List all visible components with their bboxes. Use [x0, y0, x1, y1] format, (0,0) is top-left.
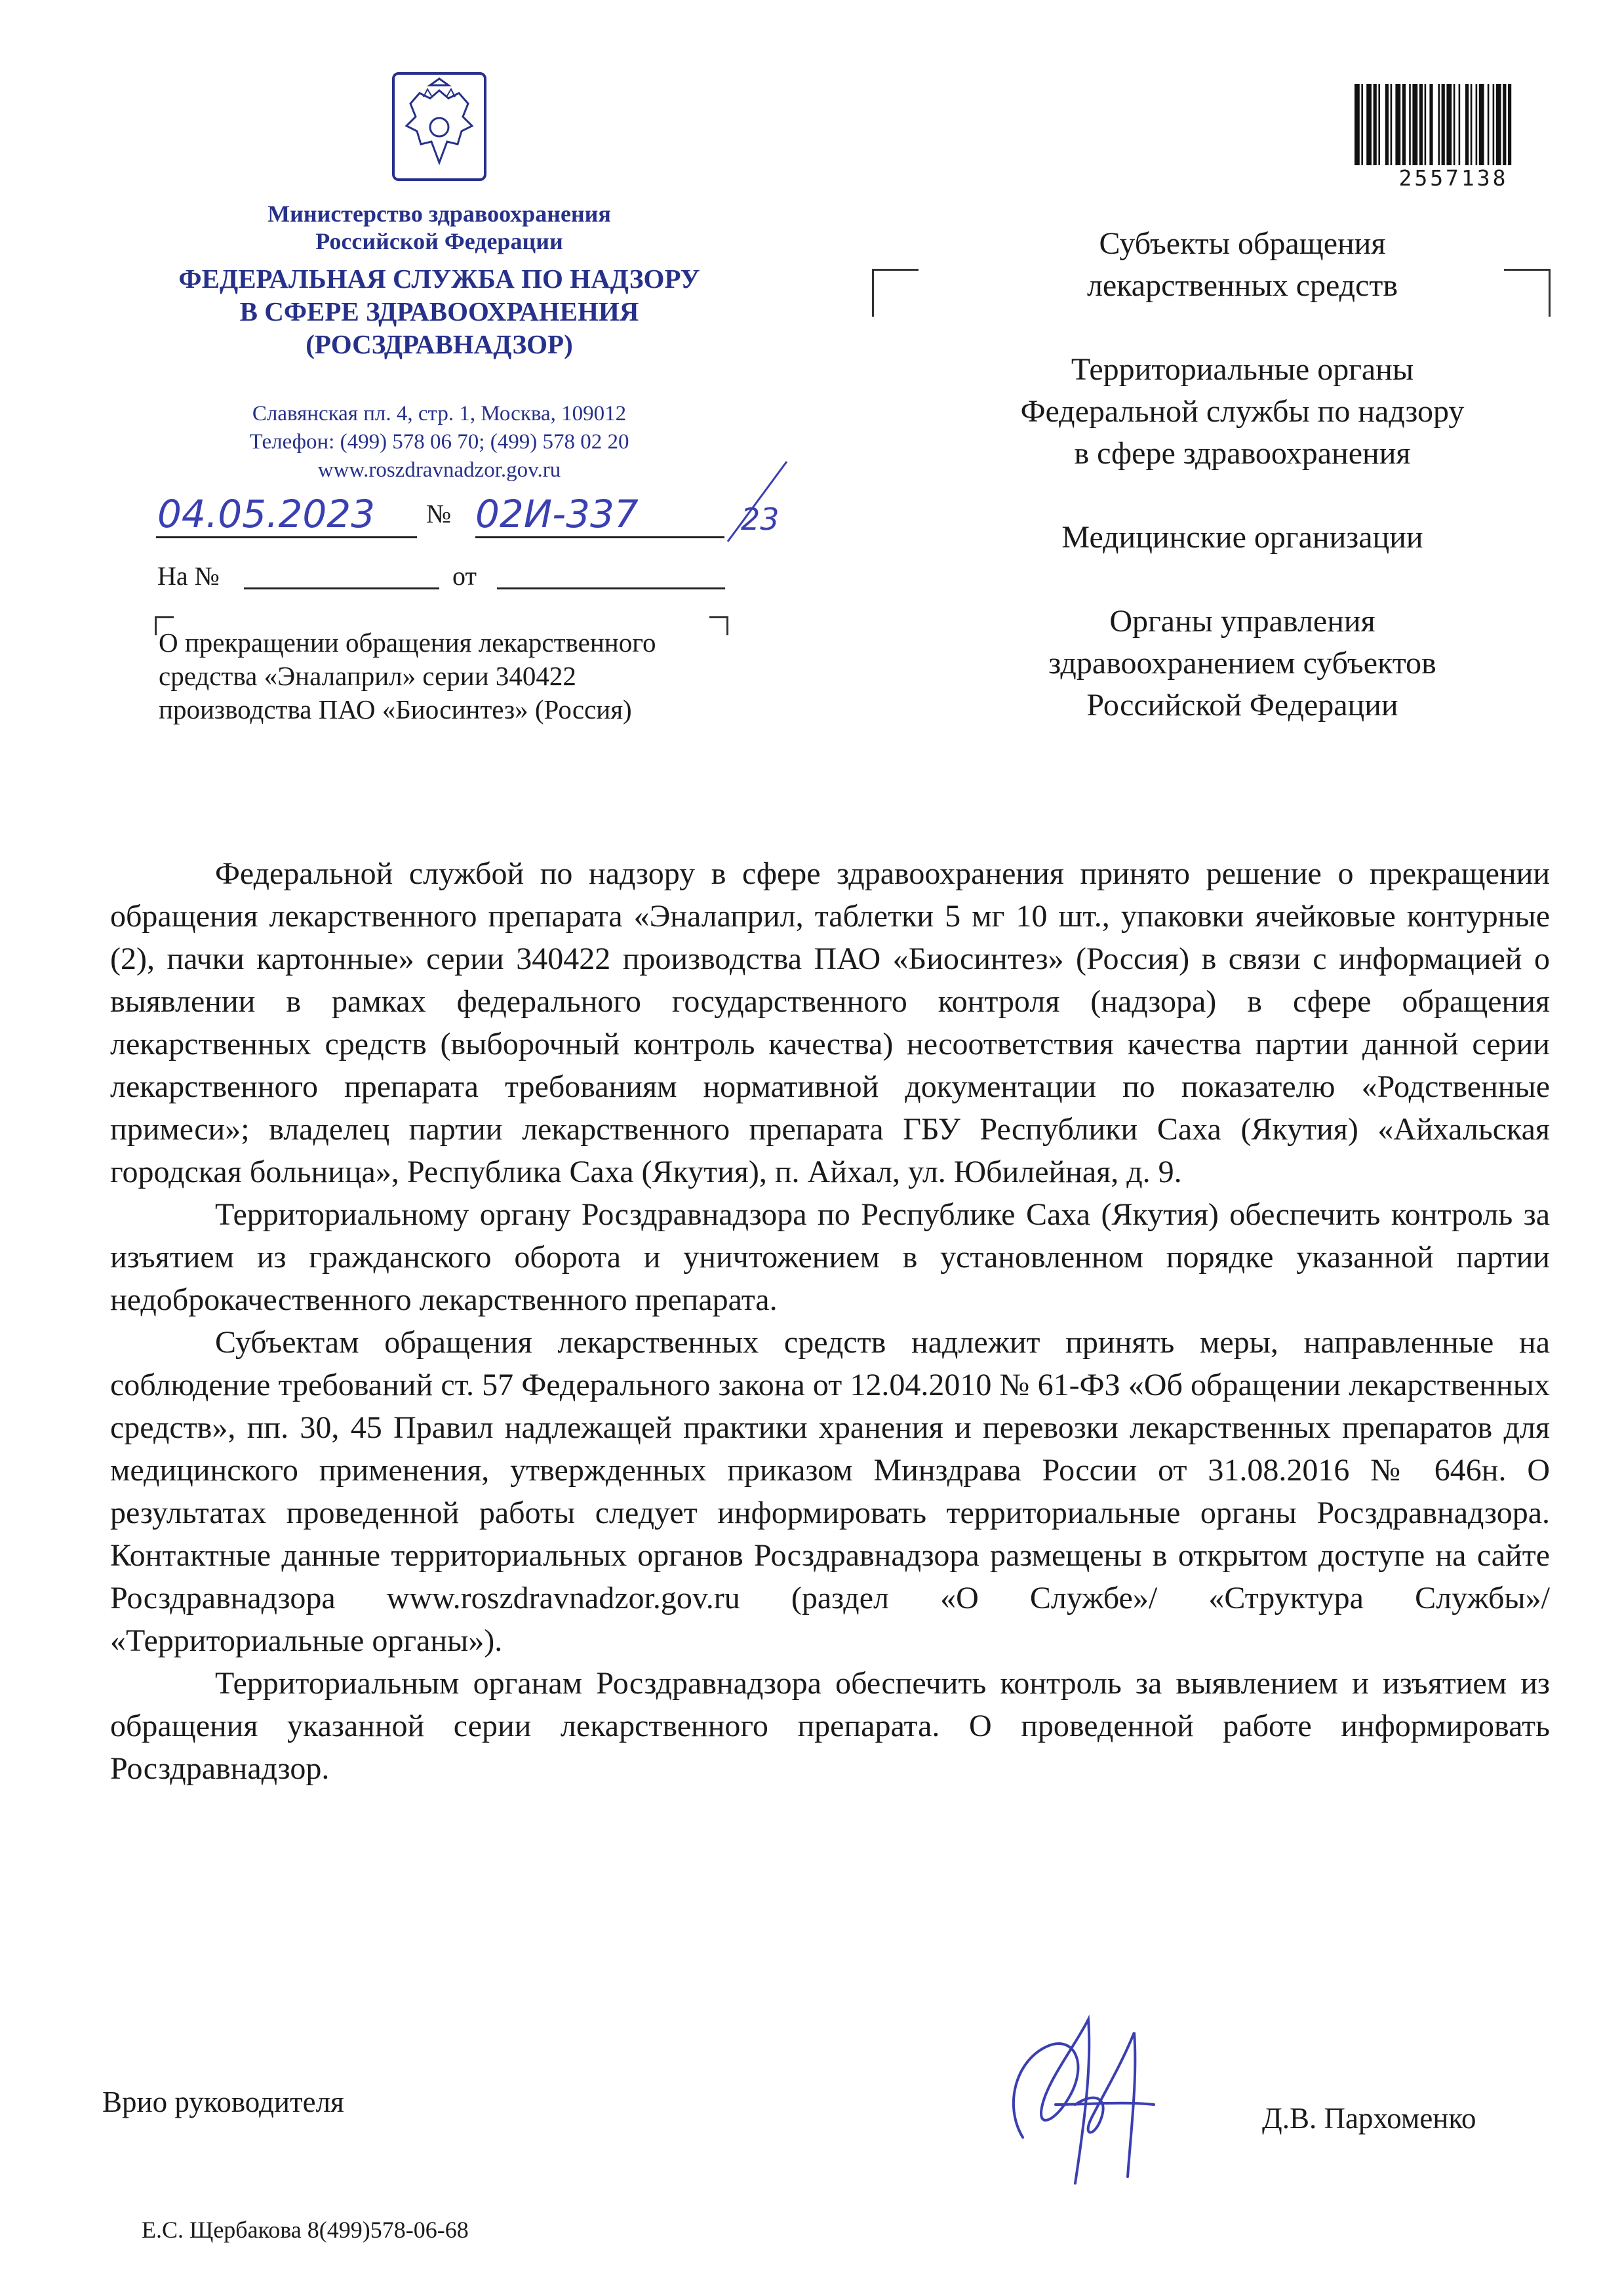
- barcode-number: 2557138: [1398, 165, 1509, 191]
- barcode-bar: [1385, 84, 1389, 165]
- reference-underline: [244, 587, 439, 589]
- barcode-bar: [1425, 84, 1427, 165]
- reference-date-underline: [497, 587, 725, 589]
- barcode-bar: [1361, 84, 1363, 165]
- barcode-bar: [1412, 84, 1417, 165]
- handwritten-signature-icon: [977, 2006, 1174, 2196]
- barcode-bar: [1355, 84, 1360, 165]
- barcode-bar: [1508, 84, 1511, 165]
- letter-body: [110, 852, 1550, 1790]
- recipient: Субъекты обращения лекарственных средств: [1086, 226, 1398, 303]
- barcode-bar: [1366, 84, 1372, 165]
- recipients-bracket-left: [872, 269, 919, 317]
- reference-label: На №: [157, 561, 220, 591]
- barcode-bar: [1438, 84, 1440, 165]
- barcode-bar: [1446, 84, 1452, 165]
- coat-of-arms-icon: [391, 71, 488, 182]
- registration-year: 23: [741, 502, 780, 537]
- registration-date: 04.05.2023: [157, 492, 376, 536]
- barcode-bar: [1378, 84, 1380, 165]
- address: Славянская пл. 4, стр. 1, Москва, 109012: [252, 402, 627, 426]
- barcode-bar: [1429, 84, 1433, 165]
- number-underline: [475, 536, 724, 538]
- service-name: ФЕДЕРАЛЬНАЯ СЛУЖБА ПО НАДЗОРУ В СФЕРЕ ЗДРАВООХРАНЕНИЯ (РОСЗДРАВНАДЗОР): [178, 264, 700, 359]
- barcode-bar: [1374, 84, 1377, 165]
- registration-number: 02И-337: [475, 492, 639, 536]
- signer-name: Д.В. Пархоменко: [1262, 2102, 1476, 2135]
- barcode-bar: [1471, 84, 1473, 165]
- barcode-bar: [1419, 84, 1423, 165]
- barcode-bar: [1493, 84, 1495, 165]
- number-sign: №: [426, 499, 452, 528]
- phone: Телефон: (499) 578 06 70; (499) 578 02 20: [249, 430, 629, 454]
- contact-block: [151, 400, 728, 485]
- recipient: Медицинские организации: [1061, 520, 1423, 555]
- barcode-bar: [1454, 84, 1455, 165]
- barcode-bar: [1395, 84, 1400, 165]
- barcode-bar: [1496, 84, 1501, 165]
- body-paragraph: Федеральной службой по надзору в сфере здравоохранения принято решение о прекращении обращения лекарственного препарата «Эналаприл, таблетки 5 мг 10 шт., упаковки ячейковые контурные (2), пачки картонные» серии 340422 производства ПАО «Биосинтез» (Россия) в связи с информацией о выявлении в рамках федерального государственного контроля (надзора) в сфере обращения лекарственных средств (выборочный контроль качества) несоответствия качества партии данной серии лекарственного препарата требованиям нормативной документации по показателю «Родственные примеси»; владелец партии лекарственного препарата ГБУ Республики Саха (Якутия) «Айхальская городская больница», Республика Саха (Якутия), п. Айхал, ул. Юбилейная, д. 9.: [110, 856, 1550, 1189]
- barcode-bar: [1476, 84, 1478, 165]
- body-paragraph: Территориальному органу Росздравнадзора по Республике Саха (Якутия) обеспечить контроль за изъятием из гражданского оборота и уничтожением в установленном порядке указанной партии недоброкачественного лекарственного препарата.: [110, 1197, 1550, 1317]
- barcode-bar: [1391, 84, 1393, 165]
- barcode-bar: [1409, 84, 1411, 165]
- ministry-name: Министерство здравоохранения Российской Федерации: [267, 201, 611, 254]
- signer-position: Врио руководителя: [102, 2086, 344, 2118]
- date-underline: [156, 536, 417, 538]
- body-paragraph: Субъектам обращения лекарственных средств надлежит принять меры, направленные на соблюдение требований ст. 57 Федерального закона от 12.04.2010 № 61-ФЗ «Об обращении лекарственных средств», пп. 30, 45 Правил надлежащей практики хранения и перевозки лекарственных препаратов для медицинского применения, утвержденных приказом Минздрава России от 31.08.2016 № 646н. О результатах проведенной работы следует информировать территориальные органы Росздравнадзора. Контактные данные территориальных органов Росздравнадзора размещены в открытом доступе на сайте Росздравнадзора www.roszdravnadzor.gov.ru (раздел «О Службе»/ «Структура Службы»/ «Территориальные органы»).: [110, 1325, 1550, 1658]
- website: www.roszdravnadzor.gov.ru: [317, 458, 561, 482]
- barcode-bar: [1488, 84, 1490, 165]
- barcode-icon: [1352, 84, 1555, 165]
- letter-subject: О прекращении обращения лекарственного средства «Эналаприл» серии 340422 производства ПАО «Биосинтез» (Россия): [159, 627, 656, 724]
- barcode-bar: [1479, 84, 1484, 165]
- recipient: Территориальные органы Федеральной службы по надзору в сфере здравоохранения: [1020, 352, 1465, 471]
- recipients-block: [931, 223, 1554, 768]
- barcode-bar: [1459, 84, 1461, 165]
- executor-contact: Е.С. Щербакова 8(499)578-06-68: [142, 2217, 469, 2243]
- barcode-bar: [1503, 84, 1506, 165]
- body-paragraph: Территориальным органам Росздравнадзора обеспечить контроль за выявлением и изъятием из обращения указанной серии лекарственного препарата. О проведенной работе информировать Росздравнадзор.: [110, 1666, 1550, 1786]
- barcode-bar: [1402, 84, 1406, 165]
- recipient: Органы управления здравоохранением субъектов Российской Федерации: [1048, 604, 1436, 722]
- barcode-bar: [1442, 84, 1445, 165]
- reference-from-label: от: [452, 561, 477, 591]
- barcode-bar: [1465, 84, 1469, 165]
